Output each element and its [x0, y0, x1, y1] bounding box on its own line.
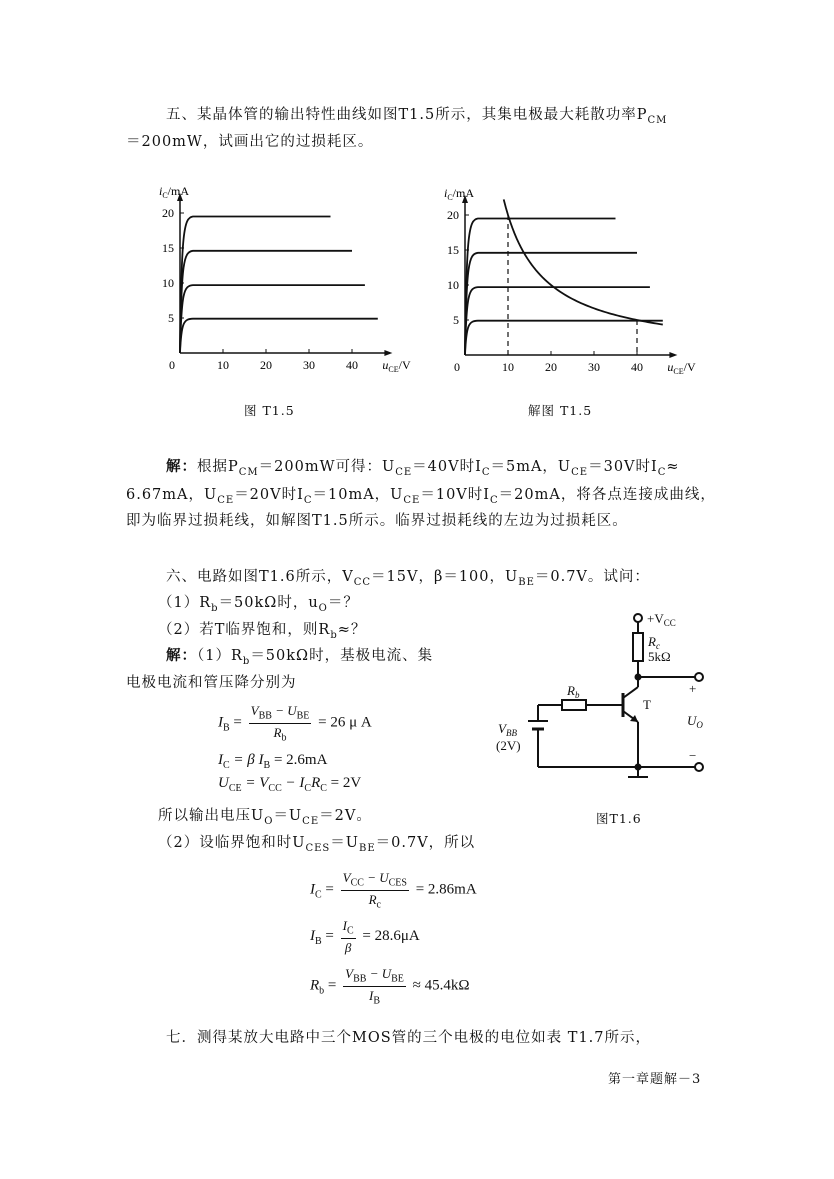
rc-resistor [633, 633, 643, 661]
rb-label: $R_b$ [567, 683, 580, 700]
output-plus-label: + [689, 681, 697, 696]
circuit-caption: 图T1.6 [596, 811, 642, 826]
y-tick-label: 10 [447, 278, 459, 292]
y-tick-label: 10 [162, 276, 174, 290]
x-axis-arrow-icon [669, 352, 677, 358]
x-tick-label: 10 [502, 360, 514, 374]
y-tick-label: 15 [162, 241, 174, 255]
y-axis-label: $i_C/mA$ [158, 184, 190, 200]
vcc-label: $+V_{CC}$ [647, 611, 676, 628]
equation-ic: $I_C = \beta$ $I_B = 2.6mA$ [218, 752, 328, 771]
x-tick-label: 20 [545, 360, 557, 374]
equation-rb: $R_b$ = $\frac{V_{BB} - U_{BE}}{I_B}$ ≈ 45.4kΩ [310, 966, 470, 1007]
figure-t1-5 [140, 175, 411, 375]
q6-q1: $(1)R_b=50k\Omega$时，$u_O=$？ [158, 595, 359, 614]
q6-q2: （2）若T临界饱和，则$R_b\approx$？ [158, 622, 367, 641]
x-tick-label: 0 [454, 360, 460, 374]
vcc-terminal [634, 614, 642, 622]
figure-solution-t1-5 [420, 175, 696, 380]
x-tick-label: 20 [260, 358, 272, 372]
x-axis-label: $u_{CE}/V$ [667, 360, 696, 376]
q7-line: 七．测得某放大电路中三个MOS管的三个电极的电位如表 T1.7所示， [166, 1030, 652, 1046]
characteristic-curve [180, 251, 352, 353]
q6-output-voltage: 所以输出电压$U_O=U_{CE}=2V$。 [158, 808, 372, 827]
characteristic-curve [465, 253, 637, 355]
characteristic-curve [465, 321, 663, 355]
vbb-label: $V_{BB}$ [498, 721, 517, 738]
y-tick-label: 20 [447, 208, 459, 222]
equation-ib: $I_B$ = $\frac{V_{BB} - U_{BE}}{R_b}$ = 26 μ A [218, 703, 372, 744]
equation-ic-sat: $I_C$ = $\frac{V_{CC} - U_{CES}}{R_c}$ = 2.86mA [310, 870, 477, 911]
output-minus-label: − [689, 748, 697, 763]
x-tick-label: 30 [303, 358, 315, 372]
y-tick-label: 5 [168, 311, 174, 325]
q5-line1: 五、某晶体管的输出特性曲线如图T1.5所示，其集电极最大耗散功率$P_{CM}$ [166, 107, 668, 126]
rc-label: $R_c$ [648, 634, 660, 651]
q5-line2: ＝200mW，试画出它的过损耗区。 [126, 134, 374, 150]
y-tick-label: 20 [162, 206, 174, 220]
circuit-t1-6 [490, 605, 710, 790]
q6-solution1-line1: 解：$(1)R_b=50k\Omega$时，基极电流、集 [166, 647, 434, 667]
solution5-line1: 解：根据$P_{CM}=200mW$可得：$U_{CE}=40V$时$I_C=5mA$，$U_{CE}=30V$时$I_C\approx$ [166, 458, 680, 478]
output-voltage-label: $U_O$ [687, 713, 703, 730]
output-terminal-plus [695, 673, 703, 681]
q6-line1: 六、电路如图T1.6所示，$V_{CC}=15V$，β＝100，$U_{BE}=0.7V$。试问： [166, 569, 650, 588]
x-tick-label: 10 [217, 358, 229, 372]
x-axis-label: $u_{CE}/V$ [382, 358, 411, 374]
vbb-value: (2V) [496, 738, 521, 753]
y-tick-label: 15 [447, 243, 459, 257]
rc-value: 5kΩ [648, 649, 671, 664]
output-terminal-minus [695, 763, 703, 771]
x-tick-label: 40 [346, 358, 358, 372]
solution5-line3: 即为临界过损耗线，如解图T1.5所示。临界过损耗线的左边为过损耗区。 [126, 513, 628, 529]
equation-uce: $U_{CE} = V_{CC} - I_CR_C = 2V$ [218, 775, 362, 794]
rb-resistor [562, 700, 586, 710]
x-tick-label: 0 [169, 358, 175, 372]
x-axis-arrow-icon [384, 350, 392, 356]
q6-solution1-line2: 电极电流和管压降分别为 [126, 675, 297, 691]
figure-t1-5-caption: 图 T1.5 [244, 403, 295, 418]
figure-solution-t1-5-caption: 解图 T1.5 [528, 403, 593, 418]
page-footer: 第一章题解－3 [608, 1072, 702, 1087]
solution5-line2: 6.67mA，$U_{CE}=20V$时$I_C=10mA$，$U_{CE}=10V$时$I_C=20mA$，将各点连接成曲线， [126, 487, 716, 506]
y-tick-label: 5 [453, 313, 459, 327]
y-axis-label: $i_C/mA$ [443, 186, 475, 202]
characteristic-curve [180, 319, 378, 353]
x-tick-label: 40 [631, 360, 643, 374]
transistor-label: T [643, 697, 651, 712]
q6-solution2-line: （2）设临界饱和时$U_{CES}=U_{BE}=0.7V$，所以 [158, 835, 476, 854]
x-tick-label: 30 [588, 360, 600, 374]
equation-ib-sat: $I_B$ = $\frac{I_C}{\beta}$ = 28.6μA [310, 918, 420, 955]
